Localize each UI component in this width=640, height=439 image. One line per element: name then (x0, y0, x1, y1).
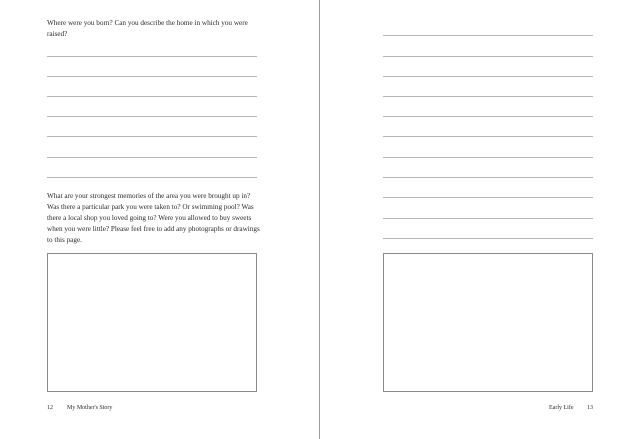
writing-line (383, 197, 593, 198)
right-page (320, 0, 640, 439)
writing-line (383, 157, 593, 158)
page-number-right: 13 (587, 405, 593, 411)
writing-line (383, 238, 593, 239)
writing-line (383, 96, 593, 97)
writing-line (47, 177, 257, 178)
section-title: Early Life (549, 405, 574, 411)
writing-line (383, 35, 593, 36)
question-area-memories: What are your strongest memories of the area you were brought up in? Was there a particular park you were taken to? Or swimming pool? Was there a local shop you loved going to? Were you allowed to buy sweets when you were little? Please feel free to add any photographs or drawings to this page. (47, 192, 260, 244)
writing-line (383, 136, 593, 137)
writing-line (383, 116, 593, 117)
writing-line (47, 116, 257, 117)
page-number-left: 12 (47, 405, 53, 411)
writing-line (383, 76, 593, 77)
left-page (0, 0, 319, 439)
writing-line (383, 177, 593, 178)
writing-line (383, 218, 593, 219)
photo-drawing-box[interactable] (383, 253, 593, 392)
writing-line (47, 96, 257, 97)
writing-line (47, 136, 257, 137)
writing-line (47, 157, 257, 158)
writing-line (383, 56, 593, 57)
running-title: My Mother's Story (67, 405, 113, 411)
writing-line (47, 76, 257, 77)
question-birthplace: Where were you born? Can you describe the home in which you were raised? (47, 19, 248, 38)
photo-drawing-box[interactable] (47, 253, 257, 392)
writing-line (47, 56, 257, 57)
